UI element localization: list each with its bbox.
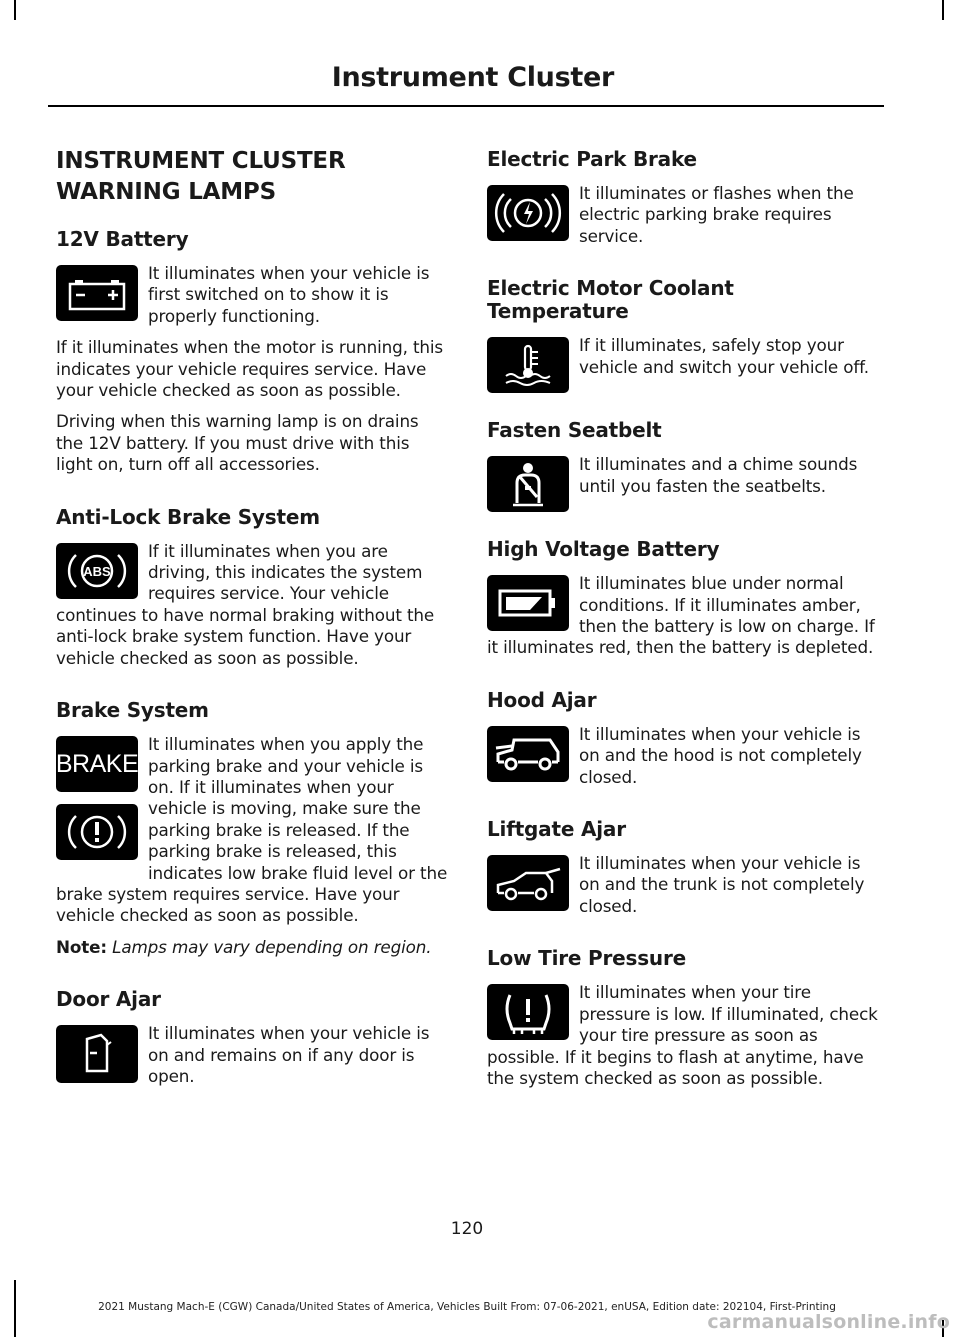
paragraph: It illuminates when your vehicle is on and the hood is not completely closed. bbox=[579, 723, 862, 787]
brake-icon-text: BRAKE bbox=[55, 749, 139, 778]
section-coolant-temperature bbox=[487, 277, 879, 399]
section-title: Door Ajar bbox=[56, 987, 161, 1012]
liftgate-ajar-icon bbox=[487, 855, 569, 911]
section-high-voltage-battery bbox=[487, 538, 879, 669]
section-title: Liftgate Ajar bbox=[487, 817, 626, 842]
section-fasten-seatbelt bbox=[487, 419, 879, 518]
section-title: Brake System bbox=[56, 698, 209, 723]
section-door-ajar bbox=[56, 988, 448, 1097]
section-title: 12V Battery bbox=[56, 227, 189, 251]
crop-mark bbox=[14, 0, 16, 20]
paragraph: If it illuminates when you are driving, this indicates the system requires service. Your vehicle continues to have normal braking without the anti-lock brake system function. Have your vehicle checked as soon as possible. bbox=[56, 540, 435, 668]
section-title: Low Tire Pressure bbox=[487, 946, 686, 971]
brake-text-icon bbox=[56, 736, 138, 792]
right-column bbox=[487, 140, 879, 1119]
watermark: carmanualsonline.info bbox=[707, 1311, 950, 1333]
footer-edition-info: 2021 Mustang Mach-E (CGW) Canada/United States of America, Vehicles Built From: 07-06-2021, enUSA, Edition date: 202104, First-Printing bbox=[98, 1301, 836, 1313]
battery-icon bbox=[56, 265, 138, 321]
left-column bbox=[56, 140, 448, 1117]
paragraph: It illuminates when your tire pressure is low. If illuminated, check your tire pressure as soon as possible. If it begins to flash at anytime, have the system checked as soon as possible. bbox=[487, 982, 878, 1088]
section-electric-park-brake bbox=[487, 148, 879, 257]
note-label: Note: bbox=[56, 936, 107, 957]
hood-ajar-icon bbox=[487, 726, 569, 782]
section-low-tire-pressure bbox=[487, 947, 879, 1099]
paragraph: Driving when this warning lamp is on drains the 12V battery. If you must drive with this light on, turn off all accessories. bbox=[56, 411, 419, 475]
electric-park-brake-icon bbox=[487, 185, 569, 241]
paragraph: It illuminates and a chime sounds until you fasten the seatbelts. bbox=[579, 454, 858, 496]
section-hood-ajar bbox=[487, 689, 879, 798]
section-12v-battery bbox=[56, 228, 448, 486]
section-title: Electric Park Brake bbox=[487, 147, 697, 171]
brake-icon-stack bbox=[56, 736, 138, 872]
crop-mark bbox=[942, 0, 944, 20]
brake-exclamation-icon bbox=[56, 804, 138, 860]
paragraph: If it illuminates when the motor is running, this indicates your vehicle requires service. Have your vehicle checked as soon as possible. bbox=[56, 337, 443, 401]
paragraph: It illuminates blue under normal conditions. If it illuminates amber, then the battery is low on charge. If it illuminates red, then the battery is depleted. bbox=[487, 573, 875, 658]
section-title: Fasten Seatbelt bbox=[487, 418, 662, 443]
page-number: 120 bbox=[450, 1219, 484, 1239]
header-divider bbox=[48, 105, 884, 107]
paragraph: If it illuminates, safely stop your vehicle and switch your vehicle off. bbox=[579, 335, 869, 377]
section-anti-lock-brake bbox=[56, 506, 448, 679]
section-liftgate-ajar bbox=[487, 818, 879, 927]
main-title-line-1: INSTRUMENT CLUSTER bbox=[56, 148, 346, 174]
paragraph: It illuminates when your vehicle is on and the trunk is not completely closed. bbox=[579, 853, 865, 916]
section-title: High Voltage Battery bbox=[487, 537, 720, 562]
page-header-title: Instrument Cluster bbox=[331, 62, 614, 93]
note-text: Lamps may vary depending on region. bbox=[112, 936, 432, 957]
coolant-temperature-icon bbox=[487, 337, 569, 393]
section-title: Electric Motor Coolant Temperature bbox=[487, 276, 734, 324]
abs-icon-text: ABS bbox=[83, 563, 111, 579]
door-ajar-icon bbox=[56, 1025, 138, 1083]
section-brake-system bbox=[56, 699, 448, 968]
note bbox=[56, 937, 448, 958]
high-voltage-battery-icon bbox=[487, 575, 569, 631]
section-title: Anti-Lock Brake System bbox=[56, 504, 320, 529]
section-title: Hood Ajar bbox=[487, 687, 597, 712]
main-title-line-2: WARNING LAMPS bbox=[56, 179, 276, 205]
paragraph: It illuminates when your vehicle is first switched on to show it is properly functioning. bbox=[148, 263, 430, 326]
paragraph: It illuminates or flashes when the electric parking brake requires service. bbox=[579, 183, 854, 246]
seatbelt-icon bbox=[487, 456, 569, 512]
tire-pressure-icon bbox=[487, 984, 569, 1040]
paragraph: It illuminates when you apply the parking brake and your vehicle is on. If it illuminates when your vehicle is moving, make sure the parking brake is released. If the parking brake is released, this indicates low brake fluid level or the brake system requires service. Have your vehicle checked as soon as possible. bbox=[56, 734, 448, 926]
main-title bbox=[56, 146, 448, 208]
abs-icon bbox=[56, 543, 138, 599]
paragraph: It illuminates when your vehicle is on and remains on if any door is open. bbox=[148, 1023, 430, 1086]
